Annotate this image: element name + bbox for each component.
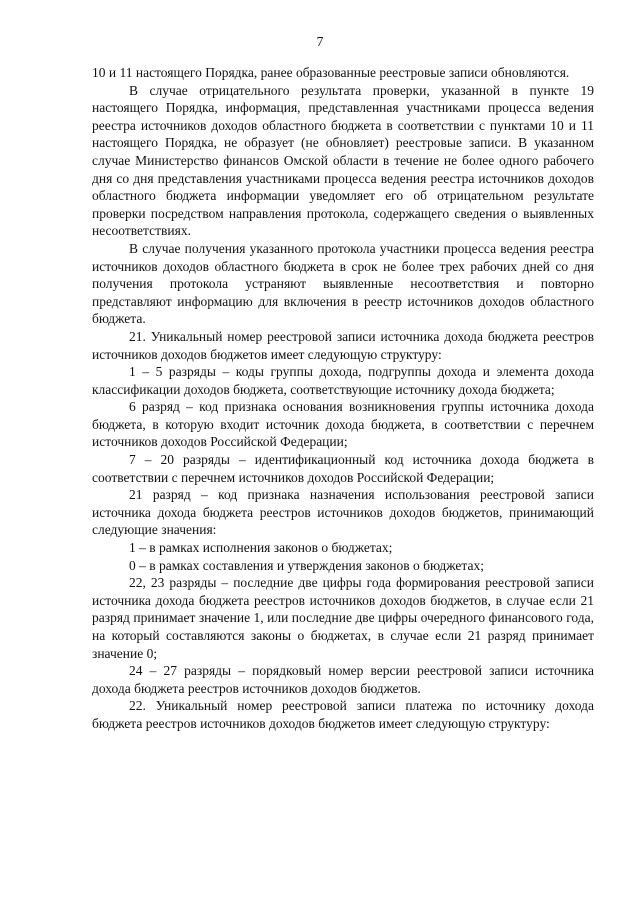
- paragraph-continuation: 10 и 11 настоящего Порядка, ранее образованные реестровые записи обновляются.: [92, 65, 570, 80]
- paragraph-digits-1-5: 1 – 5 разряды – коды группы дохода, подгруппы дохода и элемента дохода классификации доходов бюджета, соответствующие источнику дохода бюджета;: [92, 364, 594, 397]
- paragraph-digits-22-23: 22, 23 разряды – последние две цифры года формирования реестровой записи источника дохода бюджета реестров источников доходов бюджетов, в случае если 21 разряд принимает значение 1, или последние две цифры очередного финансового года, на который составляются законы о бюджетах, в случае если 21 разряд принимает значение 0;: [92, 575, 594, 661]
- paragraph-negative-check: В случае отрицательного результата проверки, указанной в пункте 19 настоящего Порядка, информация, представленная участниками процесса ведения реестра источников доходов областного бюджета в соответствии с пунктами 10 и 11 настоящего Порядка, не образует (не обновляет) реестровые записи. В указанном случае Министерство финансов Омской области в течение не более одного рабочего дня со дня представления участниками процесса ведения реестра источников доходов областного бюджета информации уведомляет его об отрицательном результате проверки посредством направления протокола, содержащего сведения о выявленных несоответствиях.: [92, 82, 594, 239]
- paragraph-protocol-correction: В случае получения указанного протокола участники процесса ведения реестра источников доходов областного бюджета в срок не более трех рабочих дней со дня получения протокола устраняют выявленные несоответствия и повторно представляют информацию для включения в реестр источников доходов областного бюджета.: [92, 240, 594, 327]
- paragraph-digit-6: 6 разряд – код признака основания возникновения группы источника дохода бюджета, в которую входит источник дохода бюджета, в соответствии с перечнем источников доходов Российской Федерации;: [92, 399, 594, 450]
- document-body: [92, 64, 594, 733]
- page-number: 7: [316, 34, 324, 49]
- paragraph-value-1: 1 – в рамках исполнения законов о бюджетах;: [129, 540, 393, 556]
- paragraph-item-22: 22. Уникальный номер реестровой записи платежа по источнику дохода бюджета реестров источников доходов бюджетов имеет следующую структуру:: [92, 698, 594, 731]
- paragraph-digits-24-27: 24 – 27 разряды – порядковый номер версии реестровой записи источника дохода бюджета реестров источников доходов бюджетов.: [92, 663, 594, 696]
- paragraph-digits-7-20: 7 – 20 разряды – идентификационный код источника дохода бюджета в соответствии с перечнем источников доходов Российской Федерации;: [92, 452, 594, 485]
- paragraph-digit-21: 21 разряд – код признака назначения использования реестровой записи источника дохода бюджета реестров источников доходов бюджетов, принимающий следующие значения:: [92, 487, 594, 538]
- paragraph-item-21: 21. Уникальный номер реестровой записи источника дохода бюджета реестров источников доходов бюджетов имеет следующую структуру:: [92, 328, 594, 362]
- paragraph-value-0: 0 – в рамках составления и утверждения законов о бюджетах;: [129, 557, 484, 573]
